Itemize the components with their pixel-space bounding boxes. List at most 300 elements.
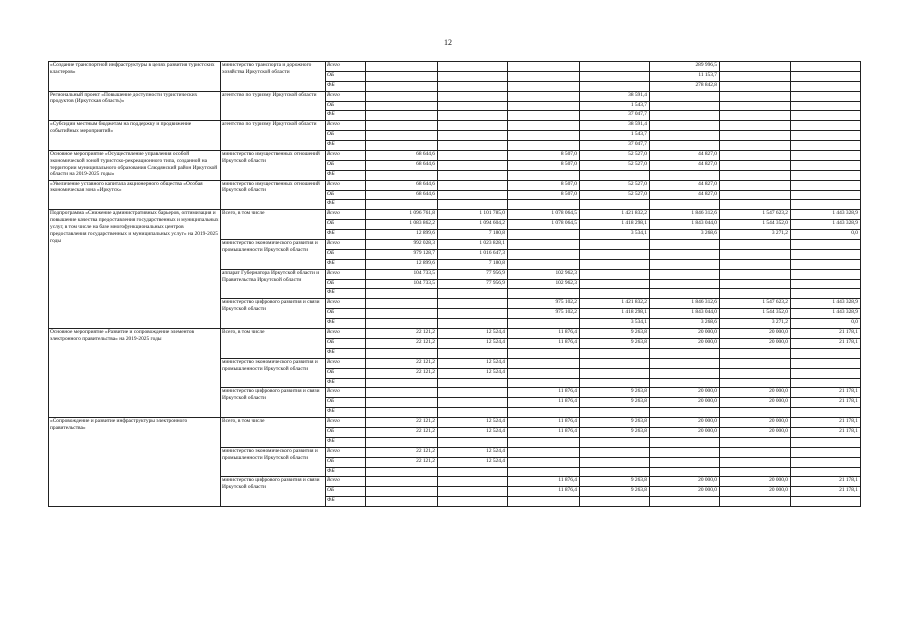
amount-cell (720, 91, 791, 101)
amount-cell (508, 259, 580, 269)
amount-cell: 1 544 352,0 (720, 309, 791, 319)
funding-source-cell: ОБ (326, 190, 366, 200)
amount-cell: 992 028,3 (366, 240, 438, 250)
amount-cell: 21 178,1 (791, 477, 861, 487)
amount-cell (438, 299, 508, 309)
funding-source-cell: Всего (326, 447, 366, 457)
amount-cell: 1 421 832,2 (580, 299, 650, 309)
amount-cell: 1 543,7 (580, 101, 650, 111)
amount-cell (508, 368, 580, 378)
funding-source-cell: ФБ (326, 497, 366, 507)
amount-cell: 8 507,0 (508, 160, 580, 170)
amount-cell: 3 534,1 (580, 319, 650, 329)
amount-cell (791, 151, 861, 161)
amount-cell (366, 477, 438, 487)
amount-cell (438, 289, 508, 299)
amount-cell (438, 91, 508, 101)
amount-cell (791, 279, 861, 289)
amount-cell (580, 71, 650, 81)
amount-cell (580, 358, 650, 368)
amount-cell (791, 408, 861, 418)
amount-cell (650, 348, 720, 358)
amount-cell (366, 170, 438, 180)
amount-cell (438, 487, 508, 497)
amount-cell (791, 348, 861, 358)
amount-cell: 289 996,5 (650, 62, 720, 72)
amount-cell (720, 378, 791, 388)
amount-cell (791, 358, 861, 368)
amount-cell (508, 62, 580, 72)
funding-source-cell: ОБ (326, 279, 366, 289)
amount-cell: 1 443 328,9 (791, 309, 861, 319)
amount-cell (580, 200, 650, 210)
funding-source-cell: Всего (326, 180, 366, 190)
amount-cell (791, 190, 861, 200)
amount-cell: 1 023 828,1 (438, 240, 508, 250)
amount-cell (366, 200, 438, 210)
executor-cell: министерство экономического развития и промышленности Иркутской области (221, 358, 326, 388)
amount-cell (438, 398, 508, 408)
amount-cell (438, 170, 508, 180)
amount-cell (720, 259, 791, 269)
amount-cell: 1 843 044,0 (650, 309, 720, 319)
amount-cell (508, 437, 580, 447)
amount-cell: 8 507,0 (508, 190, 580, 200)
amount-cell (366, 81, 438, 91)
amount-cell: 22 121,2 (366, 329, 438, 339)
amount-cell: 3 534,1 (580, 230, 650, 240)
amount-cell: 77 956,9 (438, 269, 508, 279)
amount-cell: 0,0 (791, 230, 861, 240)
amount-cell (791, 437, 861, 447)
amount-cell (508, 170, 580, 180)
amount-cell (720, 160, 791, 170)
amount-cell: 1 443 328,9 (791, 220, 861, 230)
amount-cell (720, 131, 791, 141)
amount-cell: 22 121,2 (366, 447, 438, 457)
amount-cell: 21 178,1 (791, 329, 861, 339)
amount-cell: 12 524,4 (438, 457, 508, 467)
amount-cell: 22 121,2 (366, 418, 438, 428)
amount-cell: 11 876,4 (508, 477, 580, 487)
table-row (49, 151, 861, 161)
amount-cell: 1 101 785,0 (438, 210, 508, 220)
amount-cell: 1 083 862,2 (366, 220, 438, 230)
amount-cell (650, 249, 720, 259)
amount-cell: 12 899,6 (366, 230, 438, 240)
amount-cell: 278 842,8 (650, 81, 720, 91)
amount-cell (438, 319, 508, 329)
activity-name-cell: Региональный проект «Повышение доступности туристических продуктов (Иркутская область)» (49, 91, 221, 121)
amount-cell (650, 121, 720, 131)
amount-cell (791, 457, 861, 467)
amount-cell: 21 178,1 (791, 398, 861, 408)
amount-cell: 21 178,1 (791, 388, 861, 398)
table-body (49, 62, 861, 507)
amount-cell: 12 524,4 (438, 368, 508, 378)
amount-cell: 1 421 832,2 (580, 210, 650, 220)
amount-cell: 20 000,0 (650, 388, 720, 398)
amount-cell: 1 843 044,0 (650, 220, 720, 230)
amount-cell: 1 543,7 (580, 131, 650, 141)
amount-cell: 1 418 298,1 (580, 309, 650, 319)
amount-cell: 44 827,0 (650, 160, 720, 170)
funding-source-cell: ФБ (326, 141, 366, 151)
amount-cell (720, 71, 791, 81)
funding-source-cell: ФБ (326, 111, 366, 121)
amount-cell (720, 240, 791, 250)
activity-name-cell: Основное мероприятие «Осуществление управления особой экономической зоной туристско-рекреационного типа, созданной на территории муниципального образования Слюдянский район Иркутской области на 2019-2025 годы» (49, 151, 221, 181)
amount-cell: 20 000,0 (650, 398, 720, 408)
amount-cell (580, 289, 650, 299)
funding-source-cell: ФБ (326, 348, 366, 358)
amount-cell: 9 263,8 (580, 487, 650, 497)
amount-cell (508, 230, 580, 240)
amount-cell (438, 378, 508, 388)
amount-cell: 44 827,0 (650, 190, 720, 200)
amount-cell (580, 447, 650, 457)
executor-cell: министерство экономического развития и промышленности Иркутской области (221, 240, 326, 270)
amount-cell: 7 180,8 (438, 230, 508, 240)
amount-cell (720, 457, 791, 467)
amount-cell: 44 827,0 (650, 151, 720, 161)
amount-cell (720, 447, 791, 457)
amount-cell (366, 62, 438, 72)
amount-cell (580, 279, 650, 289)
table-row (49, 62, 861, 72)
amount-cell (580, 62, 650, 72)
amount-cell (438, 81, 508, 91)
amount-cell (438, 408, 508, 418)
activity-name-cell: «Создание транспортной инфраструктуры в целях развития туристских кластеров» (49, 62, 221, 92)
funding-source-cell: ОБ (326, 160, 366, 170)
amount-cell: 11 876,4 (508, 418, 580, 428)
amount-cell (438, 497, 508, 507)
amount-cell (366, 309, 438, 319)
amount-cell: 52 527,0 (580, 180, 650, 190)
amount-cell (366, 467, 438, 477)
amount-cell: 102 962,3 (508, 279, 580, 289)
amount-cell (720, 170, 791, 180)
amount-cell (791, 200, 861, 210)
amount-cell: 21 178,1 (791, 427, 861, 437)
amount-cell: 22 121,2 (366, 368, 438, 378)
amount-cell (438, 477, 508, 487)
amount-cell (650, 141, 720, 151)
amount-cell (650, 91, 720, 101)
amount-cell (650, 259, 720, 269)
amount-cell (366, 497, 438, 507)
funding-source-cell: ОБ (326, 427, 366, 437)
funding-source-cell: ФБ (326, 378, 366, 388)
amount-cell (366, 487, 438, 497)
amount-cell (791, 170, 861, 180)
amount-cell (720, 62, 791, 72)
amount-cell (650, 289, 720, 299)
amount-cell (438, 121, 508, 131)
funding-source-cell: ОБ (326, 457, 366, 467)
amount-cell (508, 378, 580, 388)
amount-cell: 12 899,6 (366, 259, 438, 269)
amount-cell: 0,0 (791, 319, 861, 329)
funding-source-cell: ФБ (326, 289, 366, 299)
amount-cell: 3 268,6 (650, 319, 720, 329)
amount-cell (438, 180, 508, 190)
amount-cell: 9 263,8 (580, 427, 650, 437)
amount-cell (366, 289, 438, 299)
amount-cell: 20 000,0 (720, 338, 791, 348)
amount-cell: 104 733,5 (366, 279, 438, 289)
executor-cell: министерство цифрового развития и связи Иркутской области (221, 477, 326, 507)
amount-cell (650, 101, 720, 111)
amount-cell: 11 876,4 (508, 329, 580, 339)
amount-cell: 975 102,2 (508, 299, 580, 309)
amount-cell (366, 91, 438, 101)
amount-cell (580, 408, 650, 418)
funding-source-cell: Всего (326, 358, 366, 368)
amount-cell (720, 269, 791, 279)
amount-cell: 12 524,4 (438, 358, 508, 368)
amount-cell (720, 101, 791, 111)
funding-source-cell: Всего (326, 91, 366, 101)
amount-cell: 37 047,7 (580, 111, 650, 121)
amount-cell (791, 259, 861, 269)
executor-cell: агентство по туризму Иркутской области (221, 91, 326, 121)
amount-cell: 52 527,0 (580, 151, 650, 161)
amount-cell (650, 111, 720, 121)
amount-cell (438, 71, 508, 81)
amount-cell: 1 443 328,9 (791, 210, 861, 220)
amount-cell: 104 733,5 (366, 269, 438, 279)
funding-source-cell: ФБ (326, 230, 366, 240)
amount-cell (720, 497, 791, 507)
funding-source-cell: ОБ (326, 368, 366, 378)
amount-cell (791, 131, 861, 141)
amount-cell (366, 408, 438, 418)
amount-cell (791, 497, 861, 507)
amount-cell: 3 271,2 (720, 319, 791, 329)
amount-cell (791, 447, 861, 457)
amount-cell (508, 348, 580, 358)
amount-cell: 9 263,8 (580, 329, 650, 339)
funding-source-cell: ФБ (326, 408, 366, 418)
amount-cell (366, 319, 438, 329)
amount-cell (438, 151, 508, 161)
amount-cell: 9 263,8 (580, 398, 650, 408)
amount-cell (438, 348, 508, 358)
amount-cell (791, 289, 861, 299)
amount-cell: 11 876,4 (508, 388, 580, 398)
amount-cell (508, 457, 580, 467)
executor-cell: министерство имущественных отношений Иркутской области (221, 180, 326, 210)
amount-cell: 38 591,4 (580, 91, 650, 101)
amount-cell (720, 141, 791, 151)
amount-cell (508, 249, 580, 259)
amount-cell: 21 178,1 (791, 487, 861, 497)
amount-cell: 1 443 328,9 (791, 299, 861, 309)
amount-cell: 12 524,4 (438, 447, 508, 457)
amount-cell (508, 71, 580, 81)
funding-source-cell: Всего (326, 418, 366, 428)
amount-cell: 12 524,4 (438, 329, 508, 339)
amount-cell: 7 180,8 (438, 259, 508, 269)
table-row (49, 91, 861, 101)
executor-cell: министерство экономического развития и промышленности Иркутской области (221, 447, 326, 477)
amount-cell (791, 71, 861, 81)
amount-cell (650, 358, 720, 368)
activity-name-cell: «Субсидии местным бюджетам на поддержку и продвижение событийных мероприятий» (49, 121, 221, 151)
amount-cell (508, 131, 580, 141)
amount-cell (438, 141, 508, 151)
amount-cell (791, 81, 861, 91)
amount-cell (791, 141, 861, 151)
amount-cell (791, 62, 861, 72)
amount-cell: 11 876,4 (508, 338, 580, 348)
amount-cell (720, 408, 791, 418)
amount-cell (580, 240, 650, 250)
amount-cell (720, 190, 791, 200)
amount-cell: 20 000,0 (720, 427, 791, 437)
funding-source-cell: Всего (326, 62, 366, 72)
amount-cell (580, 467, 650, 477)
amount-cell (438, 101, 508, 111)
amount-cell (650, 467, 720, 477)
funding-source-cell: ФБ (326, 200, 366, 210)
amount-cell: 1 544 352,0 (720, 220, 791, 230)
amount-cell (791, 160, 861, 170)
amount-cell (791, 378, 861, 388)
amount-cell (438, 309, 508, 319)
table-row (49, 418, 861, 428)
amount-cell: 3 271,2 (720, 230, 791, 240)
amount-cell (366, 131, 438, 141)
amount-cell: 1 016 647,3 (438, 249, 508, 259)
amount-cell: 1 547 623,2 (720, 210, 791, 220)
amount-cell (366, 121, 438, 131)
amount-cell (508, 447, 580, 457)
amount-cell (650, 170, 720, 180)
amount-cell (438, 190, 508, 200)
amount-cell (438, 388, 508, 398)
funding-source-cell: ОБ (326, 309, 366, 319)
amount-cell (580, 368, 650, 378)
amount-cell: 12 524,4 (438, 338, 508, 348)
amount-cell (508, 408, 580, 418)
amount-cell (791, 91, 861, 101)
amount-cell (650, 378, 720, 388)
amount-cell (720, 437, 791, 447)
amount-cell: 3 268,6 (650, 230, 720, 240)
amount-cell: 22 121,2 (366, 338, 438, 348)
amount-cell (791, 240, 861, 250)
amount-cell (366, 388, 438, 398)
amount-cell: 9 263,8 (580, 388, 650, 398)
amount-cell (791, 368, 861, 378)
amount-cell (508, 289, 580, 299)
amount-cell (650, 240, 720, 250)
executor-cell: министерство цифрового развития и связи Иркутской области (221, 388, 326, 418)
table-row (49, 329, 861, 339)
table-row (49, 121, 861, 131)
amount-cell (720, 358, 791, 368)
executor-cell: Всего, в том числе (221, 329, 326, 359)
amount-cell: 38 591,4 (580, 121, 650, 131)
amount-cell: 1 078 064,5 (508, 220, 580, 230)
activity-name-cell: Подпрограмма «Снижение административных барьеров, оптимизация и повышение качества предоставления государственных и муниципальных услуг, в том числе на базе многофункциональных центров предоставления государственных и муниципальных услуг» на 2019-2025 годы (49, 210, 221, 329)
amount-cell: 9 263,8 (580, 418, 650, 428)
amount-cell: 20 000,0 (720, 388, 791, 398)
executor-cell: министерство транспорта и дорожного хозяйства Иркутской области (221, 62, 326, 92)
funding-source-cell: ОБ (326, 338, 366, 348)
amount-cell (366, 141, 438, 151)
amount-cell (366, 378, 438, 388)
amount-cell: 11 876,4 (508, 398, 580, 408)
amount-cell: 1 096 761,8 (366, 210, 438, 220)
amount-cell: 20 000,0 (650, 477, 720, 487)
amount-cell (791, 467, 861, 477)
amount-cell (508, 240, 580, 250)
amount-cell (650, 131, 720, 141)
amount-cell (366, 71, 438, 81)
amount-cell (438, 160, 508, 170)
funding-source-cell: Всего (326, 299, 366, 309)
funding-source-cell: Всего (326, 388, 366, 398)
amount-cell (366, 437, 438, 447)
amount-cell: 20 000,0 (720, 477, 791, 487)
amount-cell: 22 121,2 (366, 457, 438, 467)
amount-cell: 20 000,0 (720, 329, 791, 339)
amount-cell (720, 368, 791, 378)
funding-source-cell: ФБ (326, 319, 366, 329)
amount-cell (580, 457, 650, 467)
amount-cell: 1 418 298,1 (580, 220, 650, 230)
amount-cell: 37 047,7 (580, 141, 650, 151)
funding-source-cell: Всего (326, 269, 366, 279)
amount-cell: 22 121,2 (366, 427, 438, 437)
amount-cell (650, 269, 720, 279)
amount-cell (720, 249, 791, 259)
budget-table (48, 61, 861, 507)
amount-cell: 11 876,4 (508, 427, 580, 437)
amount-cell (720, 81, 791, 91)
amount-cell (508, 91, 580, 101)
amount-cell (580, 249, 650, 259)
table-row (49, 180, 861, 190)
amount-cell (650, 437, 720, 447)
amount-cell: 68 644,6 (366, 151, 438, 161)
amount-cell (580, 259, 650, 269)
amount-cell: 77 956,9 (438, 279, 508, 289)
amount-cell: 102 962,3 (508, 269, 580, 279)
amount-cell (650, 368, 720, 378)
amount-cell (791, 111, 861, 121)
funding-source-cell: Всего (326, 240, 366, 250)
amount-cell: 52 527,0 (580, 160, 650, 170)
amount-cell (791, 121, 861, 131)
amount-cell: 979 128,7 (366, 249, 438, 259)
amount-cell (580, 269, 650, 279)
funding-source-cell: ОБ (326, 71, 366, 81)
amount-cell (650, 408, 720, 418)
executor-cell: министерство имущественных отношений Иркутской области (221, 151, 326, 181)
amount-cell (580, 497, 650, 507)
amount-cell (580, 170, 650, 180)
amount-cell (791, 101, 861, 111)
amount-cell: 22 121,2 (366, 358, 438, 368)
amount-cell (366, 101, 438, 111)
amount-cell (438, 437, 508, 447)
amount-cell: 52 527,0 (580, 190, 650, 200)
